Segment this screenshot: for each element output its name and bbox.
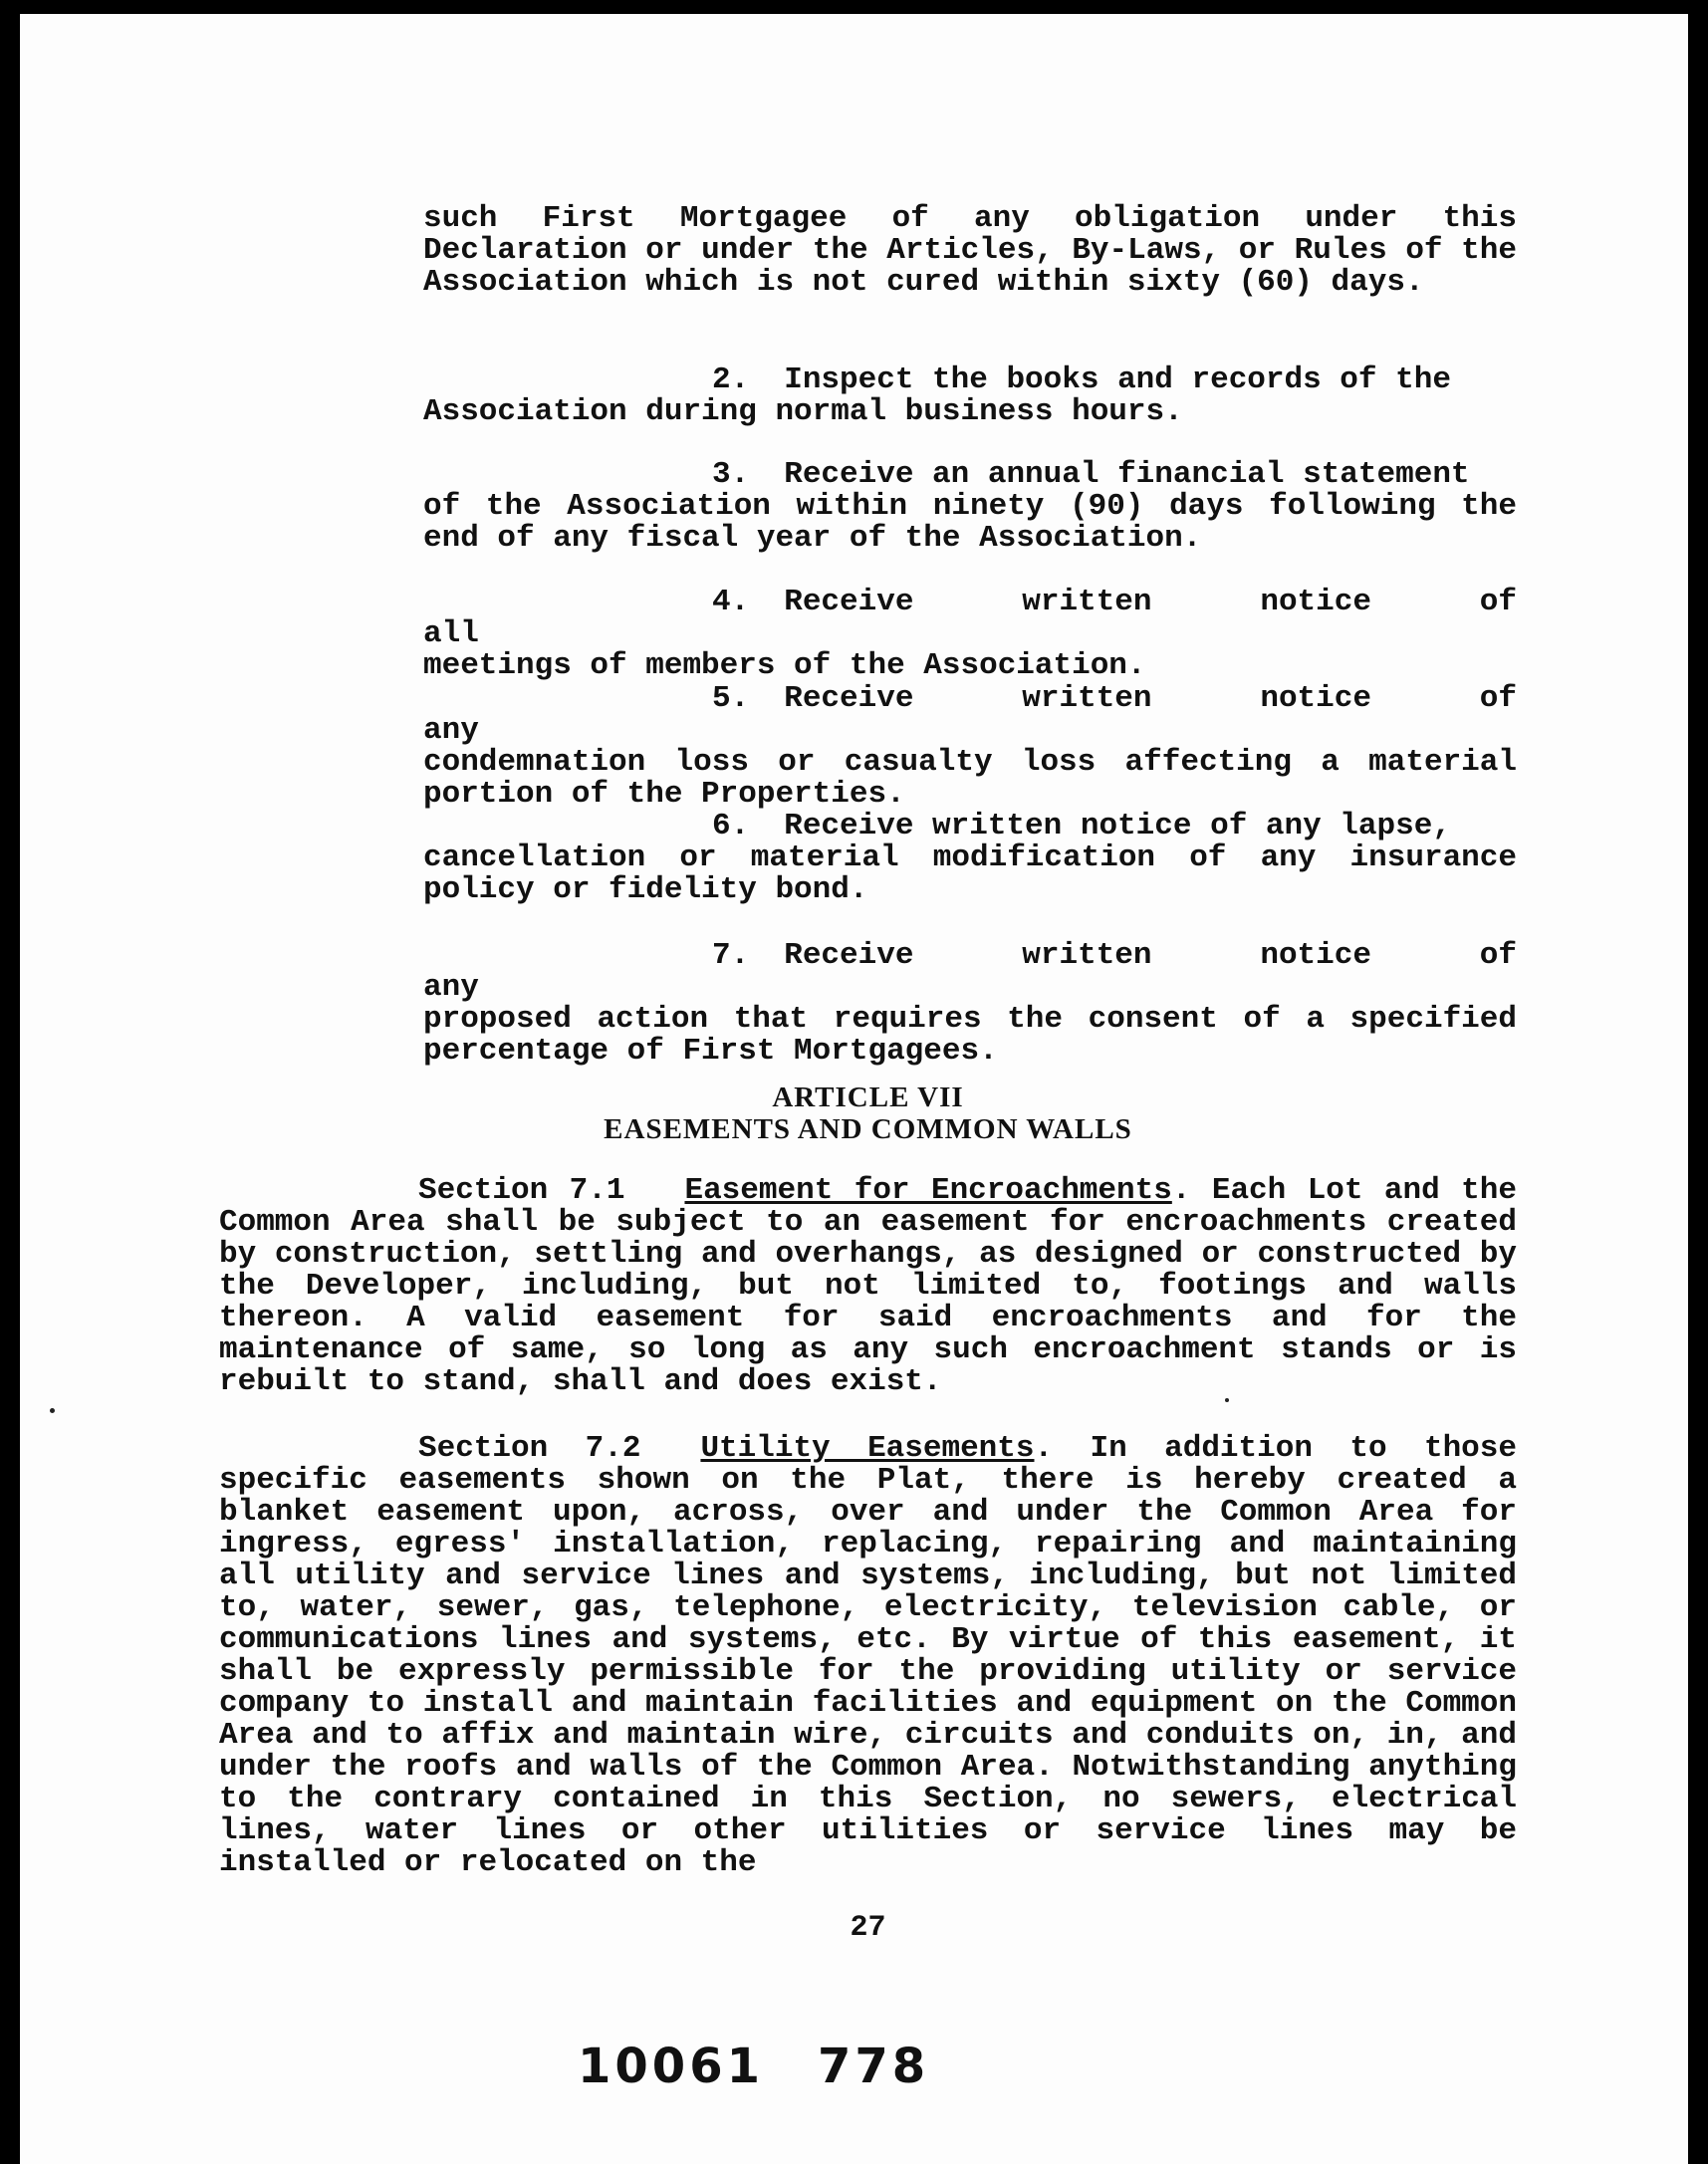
list-item — [423, 459, 1517, 555]
item-text-first: Receive written notice of any lapse, — [784, 809, 1451, 843]
section-7-1 — [219, 1175, 1517, 1398]
item-number: 5. — [712, 681, 750, 716]
section-7-2 — [219, 1433, 1517, 1879]
item-number: 6. — [712, 809, 750, 843]
paragraph-continuation — [423, 203, 1517, 299]
list-item — [423, 683, 1517, 811]
stamp-page-number: 778 — [818, 2039, 930, 2094]
article-title: ARTICLE VII — [772, 1082, 964, 1113]
section-label: Section 7.1 — [418, 1173, 625, 1208]
document-body — [20, 14, 1688, 2164]
item-text-rest: Association during normal business hours. — [423, 394, 1183, 429]
section-label: Section 7.2 — [418, 1431, 641, 1466]
item-text-rest: of the Association within ninety (90) days following the end of any fiscal year of the Association. — [423, 489, 1517, 556]
list-item — [423, 811, 1517, 906]
item-number: 4. — [712, 585, 750, 619]
paragraph-text: such First Mortgagee of any obligation under this Declaration or under the Articles, By-Laws, or Rules of the Association which is not cured within sixty (60) days. — [423, 201, 1517, 300]
list-item — [423, 940, 1517, 1068]
page-number: 27 — [850, 1911, 886, 1945]
section-title: Utility Easements — [700, 1431, 1035, 1466]
item-number: 3. — [712, 457, 750, 492]
item-number: 2. — [712, 362, 750, 397]
item-number: 7. — [712, 938, 750, 973]
scan-speck — [50, 1408, 55, 1413]
item-text-rest: meetings of members of the Association. — [423, 648, 1146, 683]
item-text-rest: condemnation loss or casualty loss affecting a material portion of the Properties. — [423, 745, 1517, 812]
stamp-book-number: 10061 — [578, 2039, 764, 2094]
item-text-first: Inspect the books and records of the — [784, 362, 1451, 397]
item-text-first: Receive written notice of all — [423, 585, 1517, 651]
item-text-first: Receive written notice of any — [423, 938, 1517, 1005]
section-title: Easement for Encroachments — [684, 1173, 1172, 1208]
scan-speck — [1225, 1398, 1229, 1402]
book-page-stamp — [578, 2039, 930, 2094]
document-page — [20, 14, 1688, 2164]
item-text-first: Receive an annual financial statement — [784, 457, 1470, 492]
item-text-rest: proposed action that requires the consent of a specified percentage of First Mortgagees. — [423, 1002, 1517, 1069]
article-subtitle: EASEMENTS AND COMMON WALLS — [604, 1113, 1132, 1145]
list-item — [423, 587, 1517, 682]
section-text: . In addition to those specific easements shown on the Plat, there is hereby created a blanket easement upon, across, over and under the Common Area for ingress, egress' installation, replacing, repairing and maintaining all utility and service lines and systems, including, but not limited to, water, sewer, gas, telephone, electricity, television cable, or communications lines and systems, etc. By virtue of this easement, it shall be expressly permissible for the providing utility or service company to install and maintain facilities and equipment on the Common Area and to affix and maintain wire, circuits and conduits on, in, and under the roofs and walls of the Common Area. Notwithstanding anything to the contrary contained in this Section, no sewers, electrical lines, water lines or other utilities or service lines may be installed or relocated on the — [219, 1431, 1517, 1880]
item-text-first: Receive written notice of any — [423, 681, 1517, 748]
list-item — [423, 364, 1517, 428]
section-text: . Each Lot and the Common Area shall be subject to an easement for encroachments created by construction, settling and overhangs, as designed or constructed by the Developer, including, but not limited to, footings and walls thereon. A valid easement for said encroachments and for the maintenance of same, so long as any such encroachment stands or is rebuilt to stand, shall and does exist. — [219, 1173, 1517, 1399]
item-text-rest: cancellation or material modification of any insurance policy or fidelity bond. — [423, 841, 1517, 907]
